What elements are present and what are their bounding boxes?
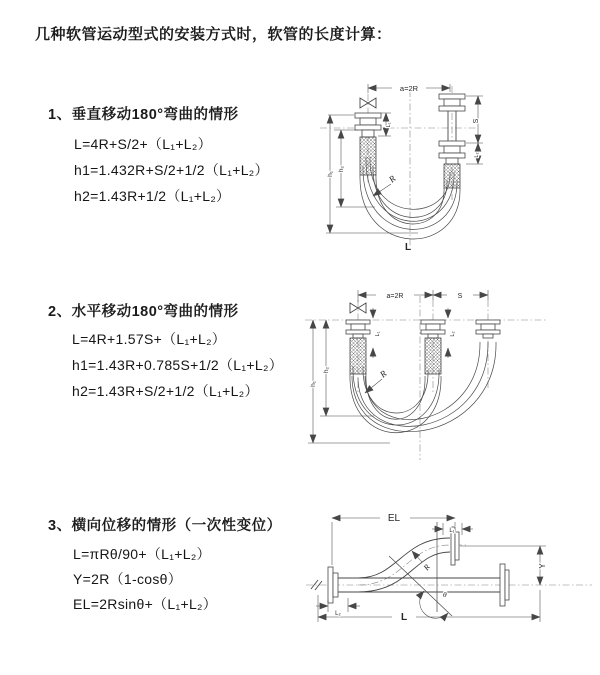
theta-label: θ: [443, 590, 447, 599]
section-1-formula-l: L=4R+S/2+（L₁+L₂）: [74, 136, 212, 152]
left-flange: [328, 567, 338, 603]
radius-label: R: [377, 368, 389, 380]
section-1-heading: 1、垂直移动180°弯曲的情形: [48, 107, 239, 123]
right-flange-lower: [439, 141, 465, 188]
dim-label-s: S: [473, 118, 480, 124]
section-2-heading: 2、水平移动180°弯曲的情形: [48, 304, 239, 320]
right-flange-original: [500, 564, 509, 606]
flange-fixed: [346, 320, 370, 374]
dim-l1: [373, 308, 381, 358]
dim-label-h2: h₂: [323, 366, 330, 374]
dim-label-l1: L₁: [449, 528, 455, 534]
section-2-formula-h1: h1=1.43R+0.785S+1/2（L₁+L₂）: [72, 357, 283, 373]
diagram-vertical-180-bend: [300, 75, 595, 255]
dim-label-h1: h₁: [327, 171, 334, 177]
dim-s: [433, 293, 488, 300]
dim-label-el: EL: [387, 513, 401, 524]
right-flange-upper: [439, 94, 465, 111]
dim-label-l1: L₁: [386, 122, 392, 128]
hose-swept-arcs: [352, 342, 496, 432]
radius-callout: [373, 173, 398, 196]
radius-label: R: [421, 562, 432, 573]
hose-u-arcs: [350, 366, 441, 433]
section-3-heading: 3、横向位移的情形（一次性变位）: [48, 518, 282, 534]
section-1-formula-h1: h1=1.432R+S/2+1/2（L₁+L₂）: [74, 162, 269, 178]
angle-callout: [420, 590, 448, 618]
flange-original-position: [421, 320, 445, 374]
dim-label-y: Y: [538, 563, 547, 569]
section-1-formula-h2: h2=1.43R+1/2（L₁+L₂）: [74, 188, 231, 204]
dim-a-2r: [368, 84, 450, 93]
centerlines: [306, 545, 592, 585]
flange-moved-position: [476, 320, 500, 338]
dim-a-2r: [358, 290, 488, 302]
page-title: 几种软管运动型式的安装方式时，软管的长度计算：: [35, 26, 392, 43]
section-3-formula-el: EL=2Rsinθ+（L₁+L₂）: [73, 596, 218, 612]
dim-label-h2: h₂: [338, 165, 345, 173]
dim-label-l2: L₂: [474, 152, 480, 158]
dim-h1: [308, 320, 390, 443]
section-3-formula-y: Y=2R（1-cosθ）: [73, 571, 183, 587]
dim-s: [466, 96, 483, 143]
dim-label-a2r: a=2R: [386, 293, 404, 300]
dim-label-a2r: a=2R: [399, 84, 419, 93]
dim-label-l1: L₁: [375, 331, 381, 337]
dim-l2: [448, 308, 456, 358]
radius-label: R: [386, 173, 398, 185]
construction-lines: [389, 522, 455, 616]
dim-l1: [432, 523, 473, 535]
diagram-horizontal-180-bend: [300, 283, 595, 463]
dim-l2: [466, 143, 483, 164]
dim-label-l2: L₂: [450, 331, 456, 337]
section-3-formula-l: L=πRθ/90+（L₁+L₂）: [73, 546, 211, 562]
dim-label-h1: h₁: [310, 381, 317, 387]
radius-callout: [412, 551, 432, 573]
dim-label-l2: L₂: [335, 611, 341, 617]
dim-l2: [316, 598, 360, 617]
dim-label-s: S: [457, 293, 463, 300]
diagram-lateral-displacement: [298, 503, 600, 648]
length-label: L: [404, 242, 412, 253]
section-2-formula-l: L=4R+1.57S+（L₁+L₂）: [72, 331, 227, 347]
radius-callout: [365, 368, 389, 393]
left-flange: [355, 113, 381, 175]
dim-label-l: L: [400, 612, 408, 623]
section-2-formula-h2: h2=1.43R+S/2+1/2（L₁+L₂）: [72, 383, 259, 399]
